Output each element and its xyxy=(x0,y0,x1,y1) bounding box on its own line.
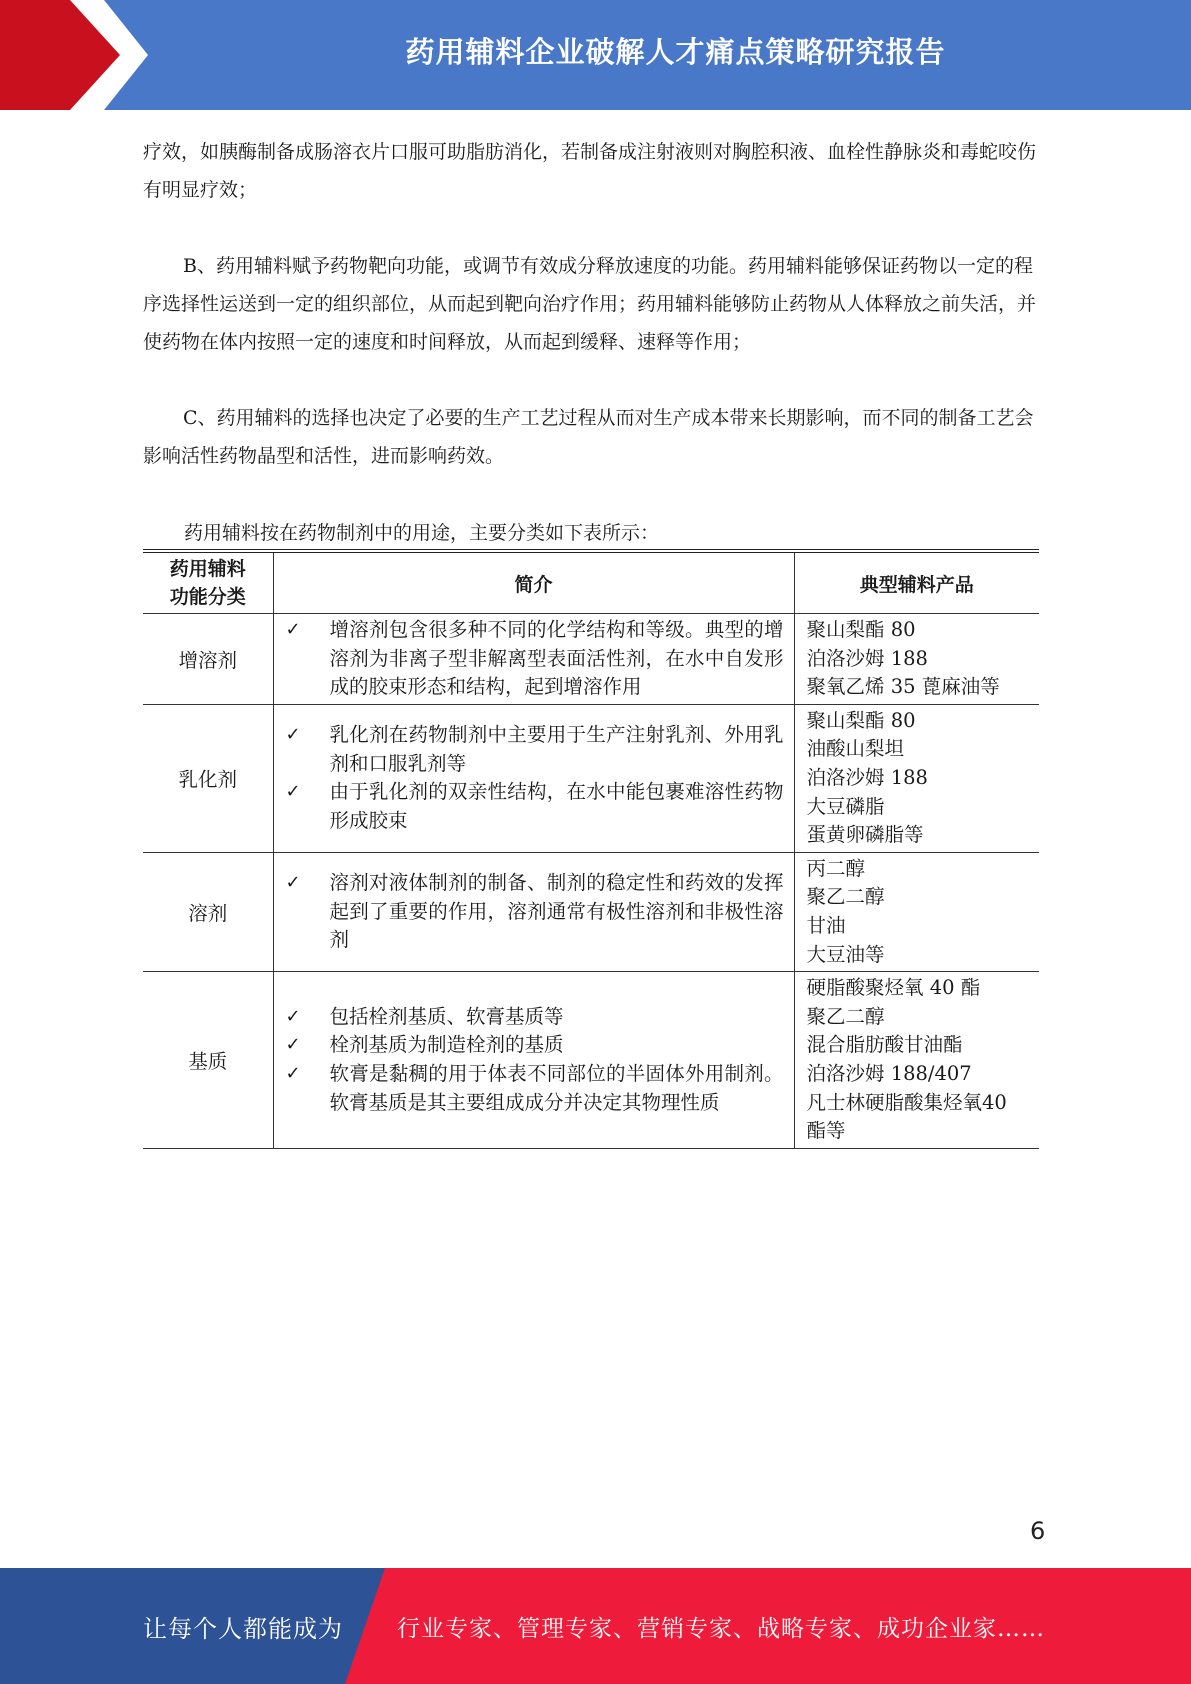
bullet-text: 增溶剂包含很多种不同的化学结构和等级。典型的增溶剂为非离子型非解离型表面活性剂，在水中自发形成的胶束形态和结构，起到增溶作用 xyxy=(329,618,784,699)
category-cell: 基质 xyxy=(143,972,273,1149)
bullet-item xyxy=(286,721,784,778)
page-number: 6 xyxy=(1030,1517,1046,1545)
product-item: 油酸山梨坦 xyxy=(806,737,905,761)
header-products: 典型辅料产品 xyxy=(794,551,1039,614)
product-item: 聚山梨酯 80 xyxy=(806,708,916,732)
check-icon: ✓ xyxy=(285,1062,301,1084)
bullet-text: 由于乳化剂的双亲性结构，在水中能包裹难溶性药物形成胶束 xyxy=(329,780,784,832)
product-item: 蛋黄卵磷脂等 xyxy=(806,823,924,847)
check-icon: ✓ xyxy=(285,1034,301,1056)
header-category xyxy=(143,551,273,614)
products-cell xyxy=(794,614,1039,705)
product-item: 泊洛沙姆 188 xyxy=(806,646,928,670)
products-cell xyxy=(794,972,1039,1149)
table-row xyxy=(143,852,1039,971)
description-cell xyxy=(273,614,794,705)
paragraph-a-continuation: 疗效，如胰酶制备成肠溶衣片口服可助脂肪消化，若制备成注射液则对胸腔积液、血栓性静脉炎和毒蛇咬伤有明显疗效； xyxy=(143,141,1037,201)
check-icon: ✓ xyxy=(285,619,301,640)
excipient-table xyxy=(143,549,1039,1149)
table-header-row xyxy=(143,551,1039,614)
bullet-text: 软膏是黏稠的用于体表不同部位的半固体外用制剂。软膏基质是其主要组成成分并决定其物理性质 xyxy=(329,1061,784,1114)
bullet-item xyxy=(286,616,784,702)
table-row xyxy=(143,972,1039,1149)
product-item: 硬脂酸聚烃氧 40 酯 xyxy=(806,976,981,1000)
description-cell xyxy=(273,704,794,852)
footer-slogan-left: 让每个人都能成为 xyxy=(143,1614,343,1643)
header-title: 药用辅料企业破解人才痛点策略研究报告 xyxy=(405,34,946,69)
check-icon: ✓ xyxy=(285,1005,301,1027)
description-cell xyxy=(273,852,794,971)
table-intro: 药用辅料按在药物制剂中的用途，主要分类如下表所示： xyxy=(184,522,660,544)
product-item: 泊洛沙姆 188/407 xyxy=(806,1061,972,1085)
page-footer xyxy=(0,1568,1191,1684)
check-icon: ✓ xyxy=(285,724,301,746)
bullet-text: 乳化剂在药物制剂中主要用于生产注射乳剂、外用乳剂和口服乳剂等 xyxy=(329,723,784,775)
header-description: 简介 xyxy=(273,551,794,614)
header-category-line2: 功能分类 xyxy=(169,586,246,608)
products-cell xyxy=(794,704,1039,852)
check-icon: ✓ xyxy=(285,872,301,894)
page-header xyxy=(0,0,1191,110)
bullet-item xyxy=(286,1031,784,1060)
bullet-item xyxy=(286,778,784,835)
bullet-text: 包括栓剂基质、软膏基质等 xyxy=(329,1004,564,1028)
description-cell xyxy=(273,972,794,1149)
check-icon: ✓ xyxy=(285,781,301,803)
product-item: 聚乙二醇 xyxy=(806,1004,885,1028)
category-cell: 乳化剂 xyxy=(143,704,273,852)
product-item: 聚氧乙烯 35 蓖麻油等 xyxy=(806,675,1000,699)
table-row xyxy=(143,614,1039,705)
product-item: 丙二醇 xyxy=(806,856,866,880)
product-item: 大豆磷脂 xyxy=(806,794,885,818)
product-item: 大豆油等 xyxy=(806,942,885,966)
table-row xyxy=(143,704,1039,852)
product-item: 凡士林硬脂酸集烃氧40 xyxy=(806,1090,1007,1114)
paragraph-c: C、药用辅料的选择也决定了必要的生产工艺过程从而对生产成本带来长期影响，而不同的制备工艺会影响活性药物晶型和活性，进而影响药效。 xyxy=(143,407,1034,467)
category-cell: 溶剂 xyxy=(143,852,273,971)
bullet-item xyxy=(286,1003,784,1032)
bullet-text: 溶剂对液体制剂的制备、制剂的稳定性和药效的发挥起到了重要的作用，溶剂通常有极性溶剂和非极性溶剂 xyxy=(329,871,784,952)
product-item: 甘油 xyxy=(806,913,846,937)
bullet-item xyxy=(286,1060,784,1117)
product-item: 混合脂肪酸甘油酯 xyxy=(806,1033,963,1057)
footer-slogan-right: 行业专家、管理专家、营销专家、战略专家、成功企业家…… xyxy=(397,1615,1045,1642)
bullet-text: 栓剂基质为制造栓剂的基质 xyxy=(329,1033,564,1057)
category-cell: 增溶剂 xyxy=(143,614,273,705)
bullet-item xyxy=(286,869,784,955)
product-item: 酯等 xyxy=(806,1119,846,1143)
paragraph-b: B、药用辅料赋予药物靶向功能，或调节有效成分释放速度的功能。药用辅料能够保证药物以一定的程序选择性运送到一定的组织部位，从而起到靶向治疗作用；药用辅料能够防止药物从人体释放之前失活，并使药物在体内按照一定的速度和时间释放，从而起到缓释、速释等作用； xyxy=(143,255,1037,353)
header-category-line1: 药用辅料 xyxy=(169,558,246,580)
product-item: 聚乙二醇 xyxy=(806,885,885,909)
products-cell xyxy=(794,852,1039,971)
product-item: 聚山梨酯 80 xyxy=(806,618,916,641)
product-item: 泊洛沙姆 188 xyxy=(806,765,928,789)
